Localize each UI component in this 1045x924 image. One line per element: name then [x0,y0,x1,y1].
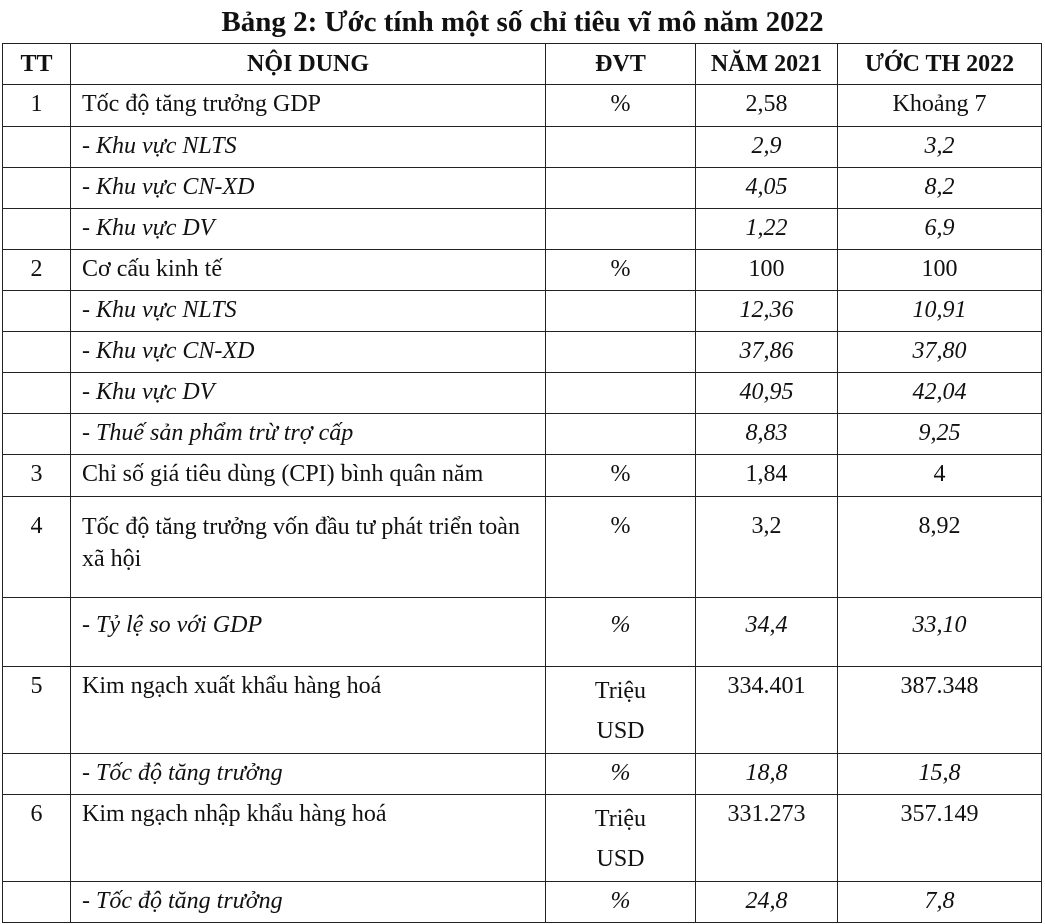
table-row [3,882,1042,923]
table-row [3,667,1042,754]
row-unit [546,168,696,209]
row-unit [546,414,696,455]
header-estimate-2022: ƯỚC TH 2022 [838,44,1042,85]
row-value-2022: 42,04 [838,373,1042,414]
row-value-2022: 8,92 [838,497,1042,598]
row-content: - Tỷ lệ so với GDP [71,598,546,667]
row-content: Cơ cấu kinh tế [71,250,546,291]
row-value-2021: 37,86 [696,332,838,373]
table-row [3,85,1042,127]
row-value-2021: 2,58 [696,85,838,127]
row-value-2022: 37,80 [838,332,1042,373]
row-value-2022: 6,9 [838,209,1042,250]
row-content: Kim ngạch xuất khẩu hàng hoá [71,667,546,754]
row-value-2021: 18,8 [696,754,838,795]
row-value-2021: 40,95 [696,373,838,414]
row-value-2022: 4 [838,455,1042,497]
row-unit: % [546,250,696,291]
table-row [3,414,1042,455]
row-tt [3,754,71,795]
table-row [3,598,1042,667]
row-value-2022: 9,25 [838,414,1042,455]
table-row [3,497,1042,598]
row-tt [3,127,71,168]
row-unit: % [546,882,696,923]
table-row [3,332,1042,373]
row-content: - Khu vực CN-XD [71,332,546,373]
row-value-2022: 8,2 [838,168,1042,209]
row-value-2021: 24,8 [696,882,838,923]
row-content: Chỉ số giá tiêu dùng (CPI) bình quân năm [71,455,546,497]
row-value-2021: 100 [696,250,838,291]
header-content: NỘI DUNG [71,44,546,85]
row-value-2021: 334.401 [696,667,838,754]
row-tt: 3 [3,455,71,497]
row-unit [546,332,696,373]
row-content: - Tốc độ tăng trưởng [71,754,546,795]
row-value-2022: 100 [838,250,1042,291]
table-row [3,455,1042,497]
header-unit: ĐVT [546,44,696,85]
row-unit [546,373,696,414]
table-row [3,795,1042,882]
row-unit [546,291,696,332]
row-tt [3,291,71,332]
row-tt [3,373,71,414]
row-value-2022: 10,91 [838,291,1042,332]
row-value-2021: 12,36 [696,291,838,332]
row-content: - Khu vực DV [71,209,546,250]
row-tt [3,882,71,923]
table-row [3,373,1042,414]
macro-indicators-table [2,43,1042,923]
row-tt: 5 [3,667,71,754]
row-value-2022: 387.348 [838,667,1042,754]
row-value-2021: 2,9 [696,127,838,168]
table-row [3,291,1042,332]
table-row [3,127,1042,168]
row-content: Tốc độ tăng trưởng vốn đầu tư phát triển toàn xã hội [71,497,546,598]
row-value-2021: 3,2 [696,497,838,598]
row-value-2021: 1,84 [696,455,838,497]
header-row [3,44,1042,85]
header-tt: TT [3,44,71,85]
row-value-2021: 1,22 [696,209,838,250]
row-tt: 6 [3,795,71,882]
row-unit: % [546,85,696,127]
table-row [3,168,1042,209]
row-value-2021: 4,05 [696,168,838,209]
row-tt: 1 [3,85,71,127]
row-content: Kim ngạch nhập khẩu hàng hoá [71,795,546,882]
table-row [3,754,1042,795]
row-tt [3,209,71,250]
row-content: - Thuế sản phẩm trừ trợ cấp [71,414,546,455]
row-content: - Khu vực NLTS [71,291,546,332]
row-tt [3,168,71,209]
row-unit: % [546,598,696,667]
table-row [3,250,1042,291]
row-value-2021: 331.273 [696,795,838,882]
row-value-2021: 8,83 [696,414,838,455]
row-value-2022: 33,10 [838,598,1042,667]
row-content: - Khu vực NLTS [71,127,546,168]
row-tt [3,332,71,373]
row-tt: 4 [3,497,71,598]
row-unit: Triệu USD [546,667,696,754]
row-value-2022: 3,2 [838,127,1042,168]
row-value-2022: 7,8 [838,882,1042,923]
table-title: Bảng 2: Ước tính một số chỉ tiêu vĩ mô năm 2022 [221,6,824,38]
row-unit: % [546,455,696,497]
row-unit [546,127,696,168]
row-value-2022: 15,8 [838,754,1042,795]
table-row [3,209,1042,250]
row-content: - Tốc độ tăng trưởng [71,882,546,923]
row-value-2022: Khoảng 7 [838,85,1042,127]
row-unit: % [546,497,696,598]
row-value-2021: 34,4 [696,598,838,667]
row-unit: Triệu USD [546,795,696,882]
row-value-2022: 357.149 [838,795,1042,882]
row-tt [3,414,71,455]
row-unit [546,209,696,250]
row-content: - Khu vực DV [71,373,546,414]
row-tt: 2 [3,250,71,291]
row-tt [3,598,71,667]
row-content: - Khu vực CN-XD [71,168,546,209]
header-year-2021: NĂM 2021 [696,44,838,85]
row-unit: % [546,754,696,795]
row-content: Tốc độ tăng trưởng GDP [71,85,546,127]
